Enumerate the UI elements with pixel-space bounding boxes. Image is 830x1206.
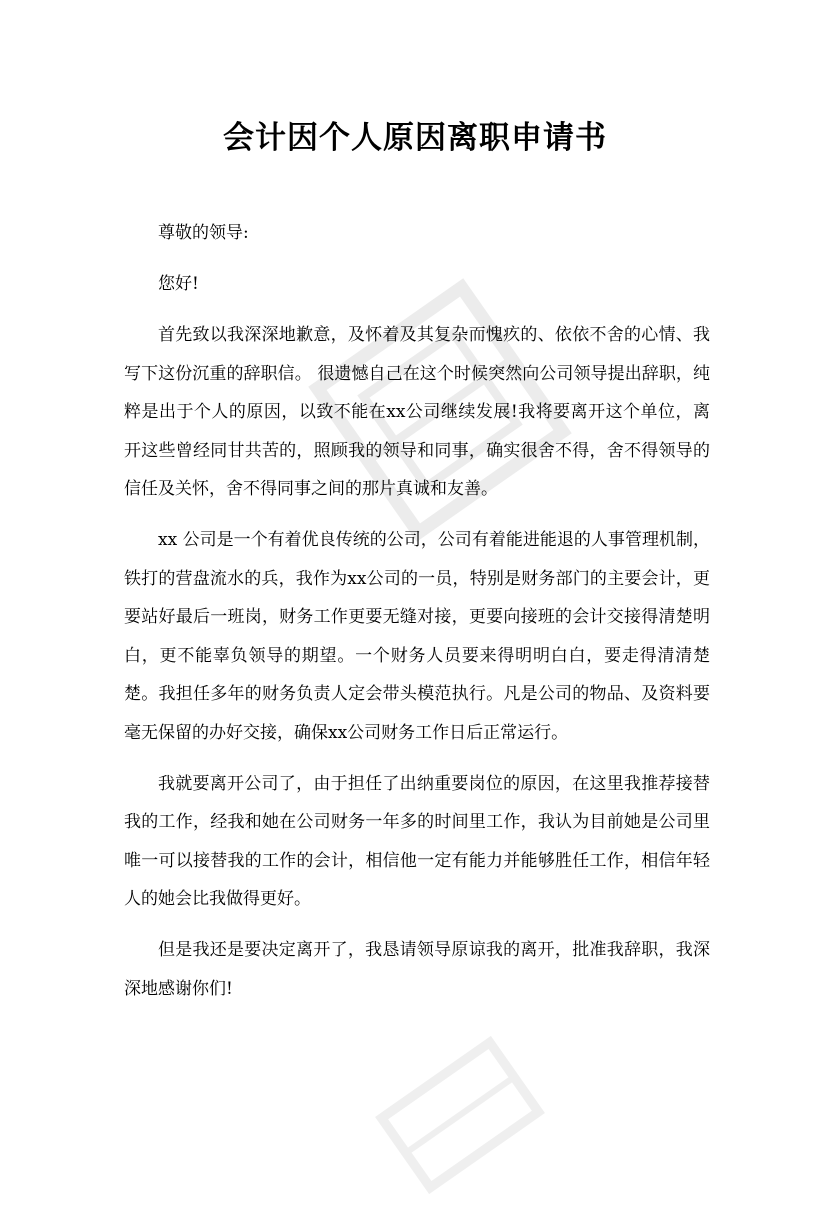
paragraph: 我就要离开公司了，由于担任了出纳重要岗位的原因，在这里我推荐接替我的工作，经我和她在公司财务一年多的时间里工作，我认为目前她是公司里唯一可以接替我的工作的会计，相信他一定有能力并能够胜任工作，相信年轻人的她会比我做得更好。	[124, 773, 710, 909]
paragraph: 但是我还是要决定离开了，我恳请领导原谅我的离开，批准我辞职，我深深地感谢你们!	[124, 940, 710, 999]
watermark-icon	[363, 1024, 557, 1206]
paragraph: 首先致以我深深地歉意，及怀着及其复杂而愧疚的、依依不舍的心情、我写下这份沉重的辞职信。 很遗憾自己在这个时候突然向公司领导提出辞职，纯粹是出于个人的原因，以致不能在xx公司继续发展!我将要离开这个单位，离开这些曾经同甘共苦的，照顾我的领导和同事，确实很舍不得，舍不得领导的信任及关怀，舍不得同事之间的那片真诚和友善。	[124, 325, 710, 499]
greeting: 您好!	[158, 274, 199, 294]
paragraph: xx 公司是一个有着优良传统的公司，公司有着能进能退的人事管理机制，铁打的营盘流水的兵，我作为xx公司的一员，特别是财务部门的主要会计，更要站好最后一班岗，财务工作更要无缝对接，更要向接班的会计交接得清楚明白，更不能辜负领导的期望。一个财务人员要来得明明白白，要走得清清楚楚。我担任多年的财务负责人定会带头模范执行。凡是公司的物品、及资料要毫无保留的办好交接，确保xx公司财务工作日后正常运行。	[124, 530, 710, 743]
page-title: 会计因个人原因离职申请书	[223, 120, 607, 156]
letter-body	[124, 214, 710, 1021]
salutation: 尊敬的领导:	[158, 223, 249, 243]
